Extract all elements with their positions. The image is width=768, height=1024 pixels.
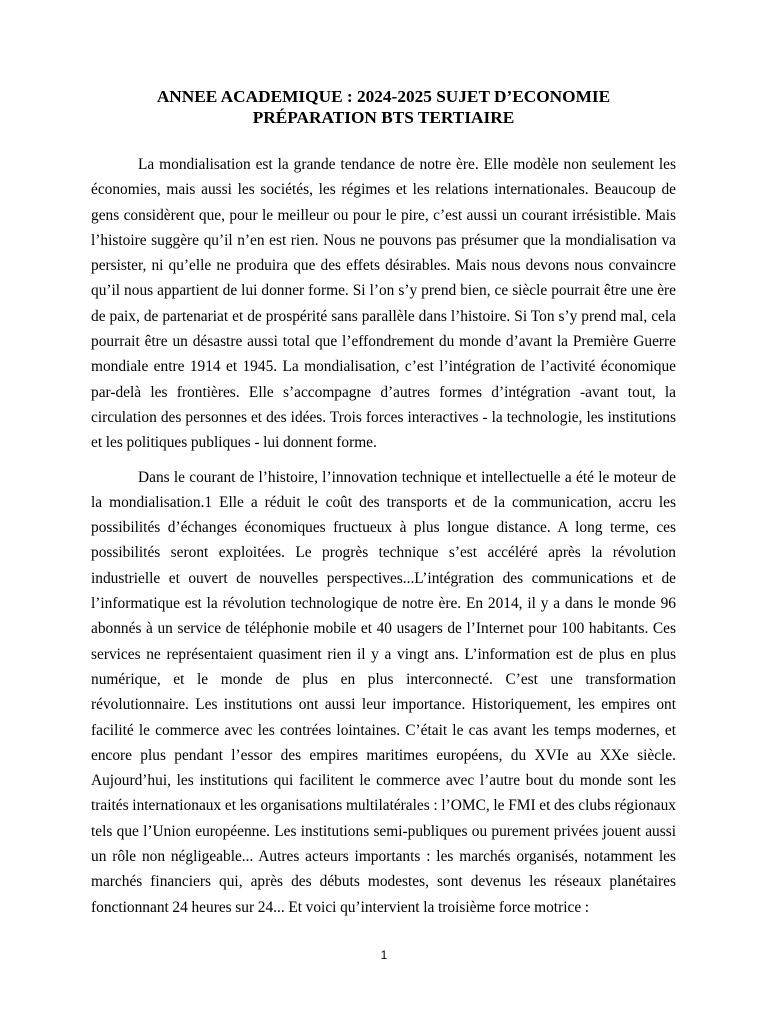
document-body [91, 152, 676, 920]
paragraph-1: La mondialisation est la grande tendance de notre ère. Elle modèle non seulement les économies, mais aussi les sociétés, les régimes et les relations internationales. Beaucoup de gens considèrent que, pour le meilleur ou pour le pire, c’est aussi un courant irrésistible. Mais l’histoire suggère qu’il n’en est rien. Nous ne pouvons pas présumer que la mondialisation va persister, ni qu’elle ne produira que des effets désirables. Mais nous devons nous convaincre qu’il nous appartient de lui donner forme. Si l’on s’y prend bien, ce siècle pourrait être une ère de paix, de partenariat et de prospérité sans parallèle dans l’histoire. Si Ton s’y prend mal, cela pourrait être un désastre aussi total que l’effondrement du monde d’avant la Première Guerre mondiale entre 1914 et 1945. La mondialisation, c’est l’intégration de l’activité économique par-delà les frontières. Elle s’accompagne d’autres formes d’intégration -avant tout, la circulation des personnes et des idées. Trois forces interactives - la technologie, les institutions et les politiques publiques - lui donnent forme. [91, 156, 676, 452]
page-number: 1 [380, 948, 388, 962]
title-line-1: ANNEE ACADEMIQUE : 2024-2025 SUJET D’ECONOMIE [156, 87, 611, 106]
document-title [91, 86, 676, 128]
paragraph-2: Dans le courant de l’histoire, l’innovation technique et intellectuelle a été le moteur de la mondialisation.1 Elle a réduit le coût des transports et de la communication, accru les possibilités d’échanges économiques fructueux à plus longue distance. A long terme, ces possibilités seront exploitées. Le progrès technique s’est accéléré après la révolution industrielle et ouvert de nouvelles perspectives...L’intégration des communications et de l’informatique est la révolution technologique de notre ère. En 2014, il y a dans le monde 96 abonnés à un service de téléphonie mobile et 40 usagers de l’Internet pour 100 habitants. Ces services ne représentaient quasiment rien il y a vingt ans. L’information est de plus en plus numérique, et le monde de plus en plus interconnecté. C’est une transformation révolutionnaire. Les institutions ont aussi leur importance. Historiquement, les empires ont facilité le commerce avec les contrées lointaines. C’était le cas avant les temps modernes, et encore plus pendant l’essor des empires maritimes européens, du XVIe au XXe siècle. Aujourd’hui, les institutions qui facilitent le commerce avec l’autre bout du monde sont les traités internationaux et les organisations multilatérales : l’OMC, le FMI et des clubs régionaux tels que l’Union européenne. Les institutions semi-publiques ou purement privées jouent aussi un rôle non négligeable... Autres acteurs importants : les marchés organisés, notamment les marchés financiers qui, après des débuts modestes, sont devenus les réseaux planétaires fonctionnant 24 heures sur 24... Et voici qu’intervient la troisième force motrice : [91, 468, 676, 916]
title-line-2: PRÉPARATION BTS TERTIAIRE [252, 108, 515, 127]
